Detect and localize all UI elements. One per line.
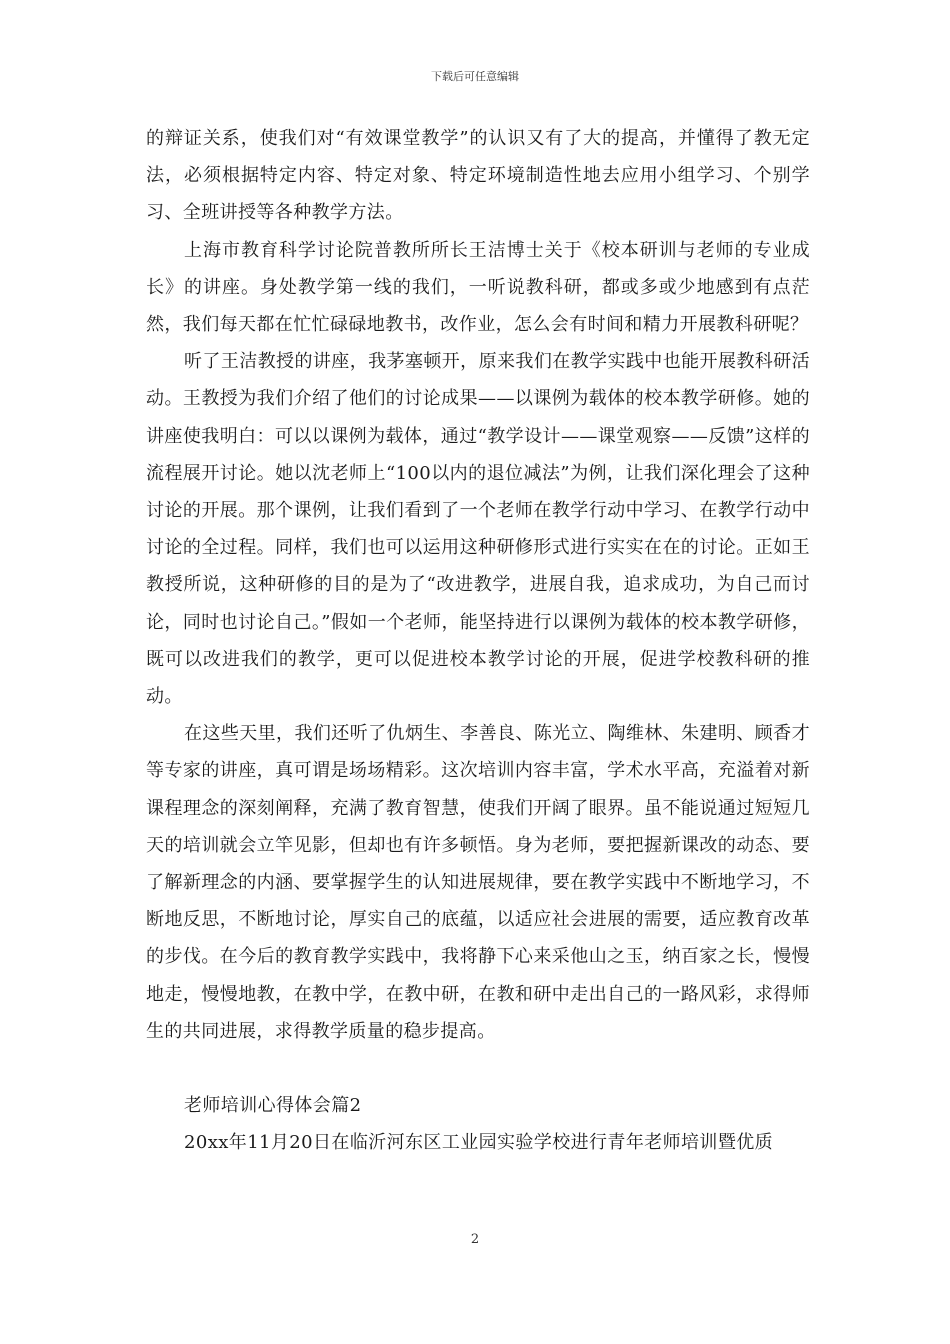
paragraph-wangjie-lecture: 上海市教育科学讨论院普教所所长王洁博士关于《校本研训与老师的专业成长》的讲座。身处教学第一线的我们，一听说教科研，都或多或少地感到有点茫然，我们每天都在忙忙碌碌地教书，改作业，怎么会有时间和精力开展教科研呢？ [146, 239, 810, 336]
paragraph-continuation: 的辩证关系，使我们对“有效课堂教学”的认识又有了大的提高，并懂得了教无定法，必须根据特定内容、特定对象、特定环境制造性地去应用小组学习、个别学习、全班讲授等各种教学方法。 [146, 128, 810, 224]
document-body [146, 120, 810, 1161]
paragraph-expert-lectures: 在这些天里，我们还听了仇炳生、李善良、陈光立、陶维林、朱建明、顾香才等专家的讲座，真可谓是场场精彩。这次培训内容丰富，学术水平高，充溢着对新课程理念的深刻阐释，充满了教育智慧，使我们开阔了眼界。虽不能说通过短短几天的培训就会立竿见影，但却也有许多顿悟。身为老师，要把握新课改的动态、要了解新理念的内涵、要掌握学生的认知进展规律，要在教学实践中不断地学习，不断地反思，不断地讨论，厚实自己的底蕴，以适应社会进展的需要，适应教育改革的步伐。在今后的教育教学实践中，我将静下心来采他山之玉，纳百家之长，慢慢地走，慢慢地教，在教中学，在教中研，在教和研中走出自己的一路风彩，求得师生的共同进展，求得教学质量的稳步提高。 [146, 723, 810, 1042]
page-header: 下载后可任意编辑 [431, 70, 519, 83]
section-title: 老师培训心得体会篇2 [184, 1095, 362, 1117]
paragraph-section-start: 20xx年11月20日在临沂河东区工业园实验学校进行青年老师培训暨优质 [184, 1132, 774, 1154]
paragraph-case-study-research: 听了王洁教授的讲座，我茅塞顿开，原来我们在教学实践中也能开展教科研活动。王教授为我们介绍了他们的讨论成果——以课例为载体的校本教学研修。她的讲座使我明白：可以以课例为载体，通过“教学设计——课堂观察——反馈”这样的流程展开讨论。她以沈老师上“100以内的退位减法”为例，让我们深化理会了这种讨论的开展。那个课例，让我们看到了一个老师在教学行动中学习、在教学行动中讨论的全过程。同样，我们也可以运用这种研修形式进行实实在在的讨论。正如王教授所说，这种研修的目的是为了“改进教学，进展自我，追求成功，为自己而讨论，同时也讨论自己。”假如一个老师，能坚持进行以课例为载体的校本教学研修，既可以改进我们的教学，更可以促进校本教学讨论的开展，促进学校教科研的推动。 [146, 351, 810, 708]
page-number: 2 [470, 1232, 480, 1247]
